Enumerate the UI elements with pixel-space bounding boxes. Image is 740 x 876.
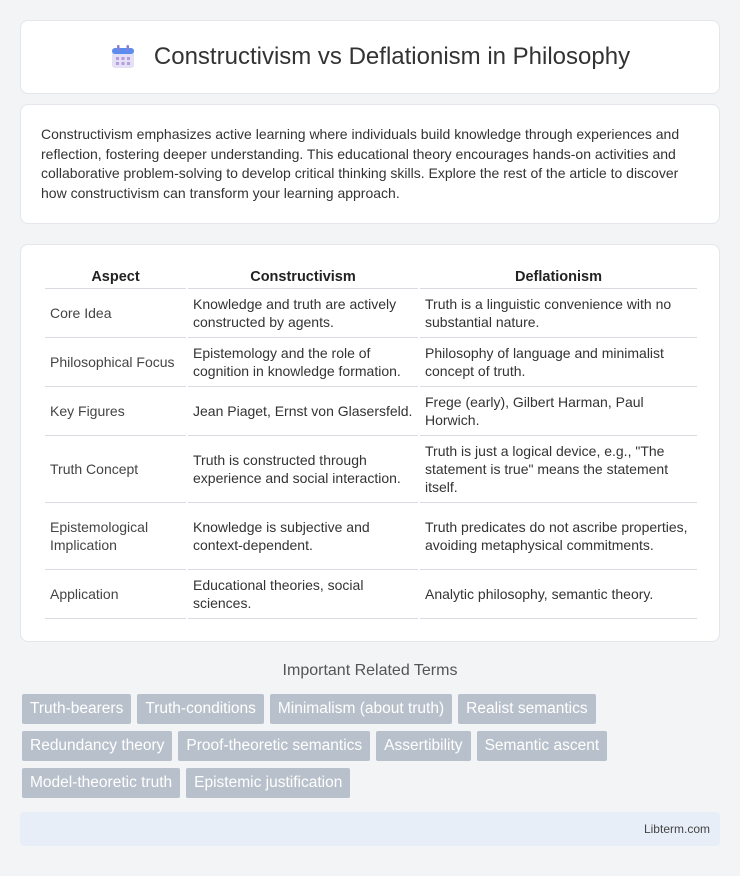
cell-deflationism: Frege (early), Gilbert Harman, Paul Horwich. — [420, 387, 697, 436]
related-term-tag[interactable]: Proof-theoretic semantics — [178, 731, 370, 761]
table-row — [45, 338, 697, 387]
cell-deflationism: Truth is a linguistic convenience with no substantial nature. — [420, 289, 697, 338]
related-term-tag[interactable]: Minimalism (about truth) — [270, 694, 452, 724]
cell-aspect: Key Figures — [45, 387, 186, 436]
header-card — [20, 20, 720, 94]
footer-site-link[interactable]: Libterm.com — [643, 822, 710, 836]
column-header-aspect: Aspect — [45, 265, 186, 289]
cell-deflationism: Truth is just a logical device, e.g., "The statement is true" means the statement itself. — [420, 436, 697, 503]
table-row — [45, 387, 697, 436]
related-terms-list — [22, 694, 722, 798]
table-row — [45, 289, 697, 338]
comparison-table — [43, 265, 699, 619]
related-term-tag[interactable]: Semantic ascent — [477, 731, 608, 761]
cell-deflationism: Analytic philosophy, semantic theory. — [420, 570, 697, 619]
cell-constructivism: Epistemology and the role of cognition in knowledge formation. — [188, 338, 418, 387]
cell-constructivism: Knowledge and truth are actively constructed by agents. — [188, 289, 418, 338]
cell-deflationism: Philosophy of language and minimalist concept of truth. — [420, 338, 697, 387]
column-header-deflationism: Deflationism — [420, 265, 697, 289]
related-term-tag[interactable]: Model-theoretic truth — [22, 768, 180, 798]
cell-deflationism: Truth predicates do not ascribe properties, avoiding metaphysical commitments. — [420, 503, 697, 570]
related-term-tag[interactable]: Epistemic justification — [186, 768, 350, 798]
related-term-tag[interactable]: Redundancy theory — [22, 731, 172, 761]
table-row — [45, 503, 697, 570]
footer — [20, 812, 720, 846]
related-term-tag[interactable]: Truth-conditions — [137, 694, 264, 724]
comparison-card — [20, 244, 720, 642]
related-terms-title: Important Related Terms — [282, 662, 458, 679]
column-header-constructivism: Constructivism — [188, 265, 418, 289]
cell-aspect: Truth Concept — [45, 436, 186, 503]
cell-aspect: Epistemological Implication — [45, 503, 186, 570]
calendar-icon — [110, 44, 136, 70]
related-term-tag[interactable]: Realist semantics — [458, 694, 595, 724]
related-term-tag[interactable]: Truth-bearers — [22, 694, 131, 724]
cell-aspect: Application — [45, 570, 186, 619]
cell-constructivism: Educational theories, social sciences. — [188, 570, 418, 619]
cell-constructivism: Jean Piaget, Ernst von Glasersfeld. — [188, 387, 418, 436]
cell-constructivism: Knowledge is subjective and context-dependent. — [188, 503, 418, 570]
table-row — [45, 436, 697, 503]
page-title: Constructivism vs Deflationism in Philosophy — [153, 43, 631, 70]
cell-aspect: Core Idea — [45, 289, 186, 338]
cell-aspect: Philosophical Focus — [45, 338, 186, 387]
intro-card — [20, 104, 720, 224]
table-row — [45, 570, 697, 619]
intro-text: Constructivism emphasizes active learning where individuals build knowledge through experiences and reflection, fostering deeper understanding. This educational theory encourages hands-on activities and collaborative problem-solving to develop critical thinking skills. Explore the rest of the article to discover how constructivism can transform your learning approach. — [41, 126, 680, 201]
cell-constructivism: Truth is constructed through experience and social interaction. — [188, 436, 418, 503]
related-term-tag[interactable]: Assertibility — [376, 731, 470, 761]
